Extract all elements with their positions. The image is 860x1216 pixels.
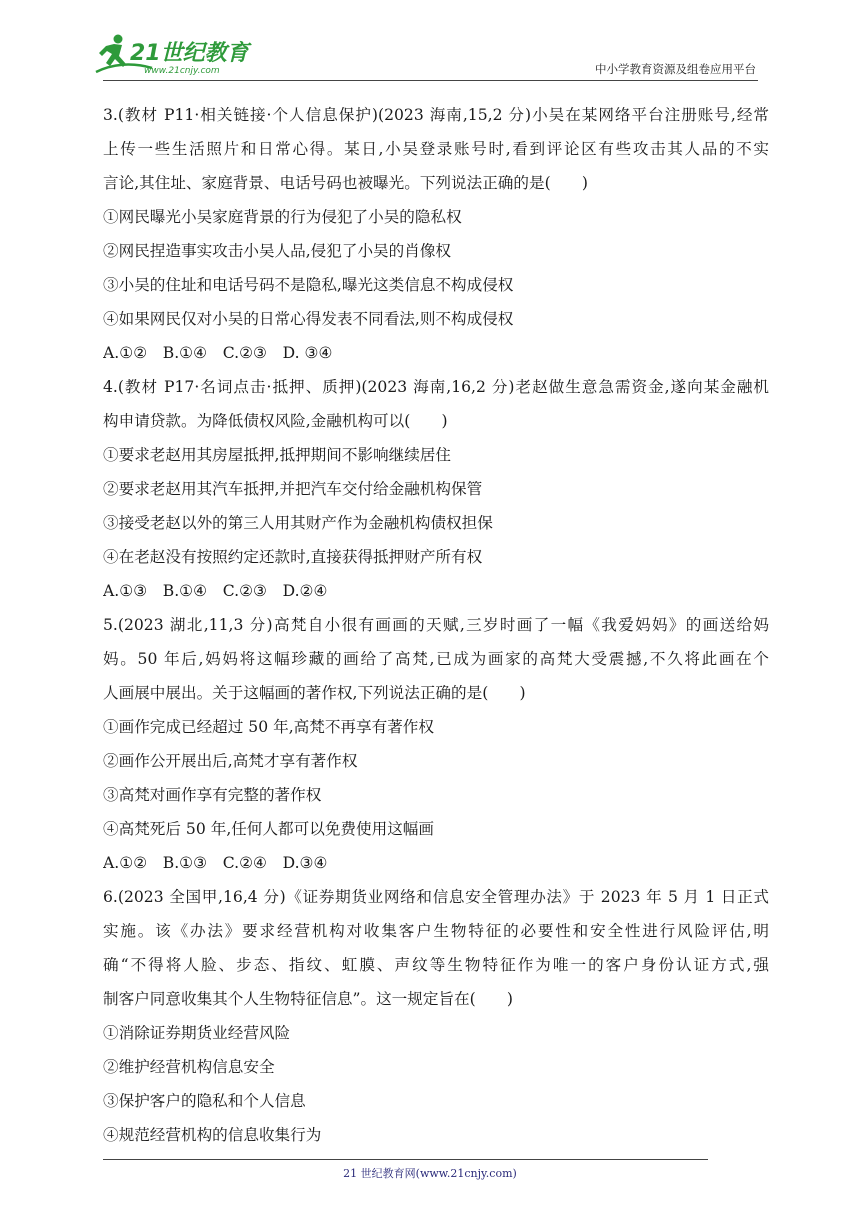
page-header [0, 0, 860, 90]
q4-option: ③接受老赵以外的第三人用其财产作为金融机构债权担保 [103, 514, 493, 532]
q3-stem-line: 上传一些生活照片和日常心得。某日,小吴登录账号时,看到评论区有些攻击其人品的不实 [103, 140, 769, 158]
q3-stem-line: 言论,其住址、家庭背景、电话号码也被曝光。下列说法正确的是( ) [103, 174, 588, 192]
q5-choices: A.①② B.①③ C.②④ D.③④ [103, 854, 328, 872]
q5-option: ④高梵死后 50 年,任何人都可以免费使用这幅画 [103, 820, 434, 838]
q5-option: ②画作公开展出后,高梵才享有著作权 [103, 752, 358, 770]
footer-divider [103, 1159, 708, 1160]
q6-option: ①消除证券期货业经营风险 [103, 1024, 291, 1042]
svg-text:21世纪教育: 21世纪教育 [130, 41, 249, 66]
question-body [103, 98, 769, 1152]
q5-stem-line: 妈。50 年后,妈妈将这幅珍藏的画给了高梵,已成为画家的高梵大受震撼,不久将此画在个 [103, 650, 769, 668]
q3-choices: A.①② B.①④ C.②③ D. ③④ [103, 344, 333, 362]
q3-option: ②网民捏造事实攻击小吴人品,侵犯了小吴的肖像权 [103, 242, 452, 260]
q6-stem-line: 实施。该《办法》要求经营机构对收集客户生物特征的必要性和安全性进行风险评估,明 [103, 922, 769, 940]
platform-name: 中小学教育资源及组卷应用平台 [595, 62, 756, 76]
q4-option: ②要求老赵用其汽车抵押,并把汽车交付给金融机构保管 [103, 480, 483, 498]
page-footer: 21 世纪教育网(www.21cnjy.com) [343, 1167, 517, 1180]
q6-stem-line: 制客户同意收集其个人生物特征信息”。这一规定旨在( ) [103, 990, 513, 1008]
q6-option: ②维护经营机构信息安全 [103, 1058, 275, 1076]
q4-stem-line: 4.(教材 P17·名词点击·抵押、质押)(2023 海南,16,2 分)老赵做生意急需资金,遂向某金融机 [103, 378, 769, 396]
q4-option: ①要求老赵用其房屋抵押,抵押期间不影响继续居住 [103, 446, 452, 464]
q5-option: ③高梵对画作享有完整的著作权 [103, 786, 322, 804]
runner-logo-icon [92, 32, 262, 78]
header-divider [103, 80, 758, 81]
q5-stem-line: 人画展中展出。关于这幅画的著作权,下列说法正确的是( ) [103, 684, 526, 702]
q6-stem-line: 确“不得将人脸、步态、指纹、虹膜、声纹等生物特征作为唯一的客户身份认证方式,强 [103, 956, 769, 974]
svg-text:www.21cnjy.com: www.21cnjy.com [144, 66, 220, 76]
q5-stem-line: 5.(2023 湖北,11,3 分)高梵自小很有画画的天赋,三岁时画了一幅《我爱妈妈》的画送给妈 [103, 616, 769, 634]
q3-option: ④如果网民仅对小吴的日常心得发表不同看法,则不构成侵权 [103, 310, 514, 328]
q3-stem-line: 3.(教材 P11·相关链接·个人信息保护)(2023 海南,15,2 分)小吴在某网络平台注册账号,经常 [103, 106, 769, 124]
q6-option: ④规范经营机构的信息收集行为 [103, 1126, 322, 1144]
q3-option: ③小吴的住址和电话号码不是隐私,曝光这类信息不构成侵权 [103, 276, 514, 294]
q4-option: ④在老赵没有按照约定还款时,直接获得抵押财产所有权 [103, 548, 483, 566]
q5-option: ①画作完成已经超过 50 年,高梵不再享有著作权 [103, 718, 434, 736]
logo [92, 32, 262, 78]
q6-option: ③保护客户的隐私和个人信息 [103, 1092, 306, 1110]
q4-stem-line: 构申请贷款。为降低债权风险,金融机构可以( ) [103, 412, 448, 430]
q3-option: ①网民曝光小吴家庭背景的行为侵犯了小吴的隐私权 [103, 208, 462, 226]
q6-stem-line: 6.(2023 全国甲,16,4 分)《证券期货业网络和信息安全管理办法》于 2023 年 5 月 1 日正式 [103, 888, 769, 906]
q4-choices: A.①③ B.①④ C.②③ D.②④ [103, 582, 328, 600]
